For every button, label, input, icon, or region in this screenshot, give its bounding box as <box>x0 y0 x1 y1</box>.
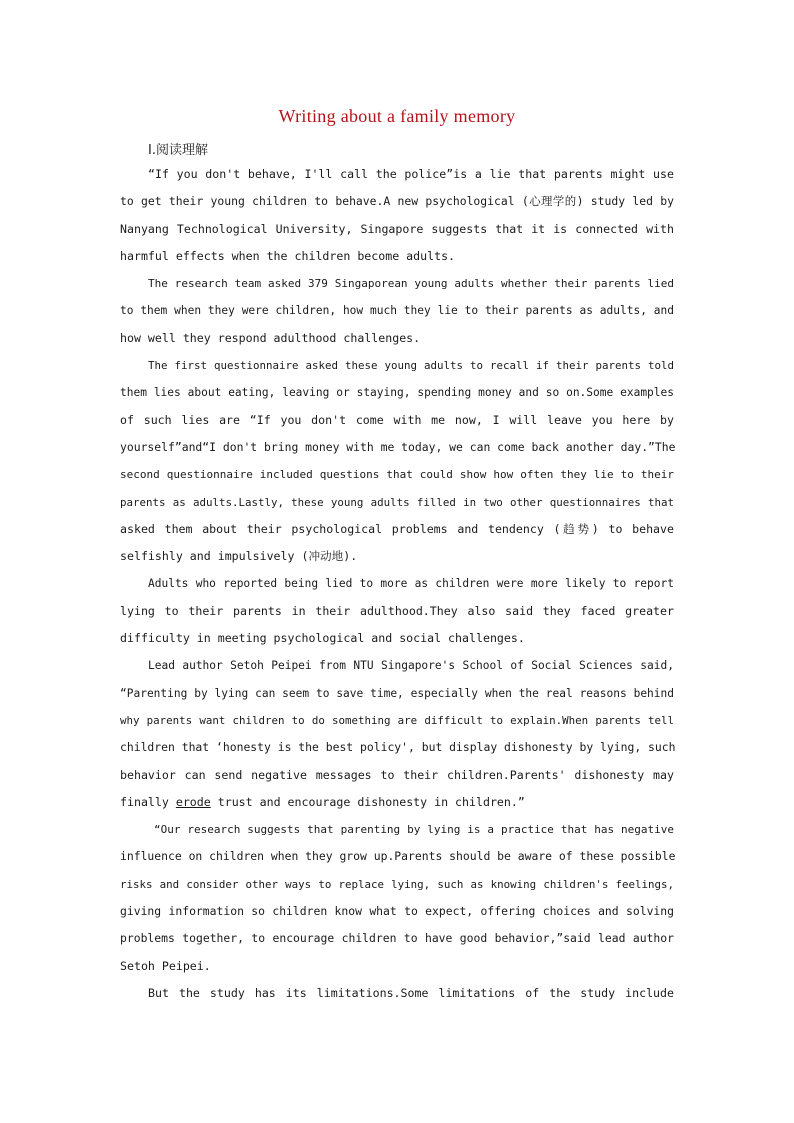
text-line: behavior can send negative messages to their children.Parents' dishonesty may <box>120 767 674 782</box>
text-line: Lead author Setoh Peipei from NTU Singapore's School of Social Sciences said, <box>148 659 674 673</box>
text-line: influence on children when they grow up.Parents should be aware of these possible <box>120 849 676 864</box>
text-line: selfishly and impulsively (冲动地). <box>120 549 358 564</box>
text-line: “Our research suggests that parenting by lying is a practice that has negative <box>154 823 674 837</box>
text-line: risks and consider other ways to replace lying, such as knowing children's feelings, <box>120 877 674 891</box>
text-fragment: trust and encourage dishonesty in children.” <box>210 794 525 809</box>
text-line: “Parenting by lying can seem to save time, especially when the real reasons behind <box>120 686 674 700</box>
text-line: The research team asked 379 Singaporean young adults whether their parents lied <box>148 277 674 291</box>
text-line: how well they respond adulthood challenges. <box>120 330 421 345</box>
text-line: children that ‘honesty is the best policy', but display dishonesty by lying, such <box>120 740 676 755</box>
text-line: problems together, to encourage children to have good behavior,”said lead author <box>120 931 674 946</box>
text-line: Adults who reported being lied to more as children were more likely to report <box>148 577 674 591</box>
text-line: The first questionnaire asked these young adults to recall if their parents told <box>148 359 674 373</box>
text-line: to get their young children to behave.A new psychological (心理学的) study led by <box>120 194 674 209</box>
text-line: Setoh Peipei. <box>120 958 211 973</box>
article-body <box>120 161 674 1007</box>
text-line: lying to their parents in their adulthood.They also said they faced greater <box>120 603 674 618</box>
text-line: Nanyang Technological University, Singapore suggests that it is connected with <box>120 221 674 236</box>
text-line: asked them about their psychological problems and tendency (趋势) to behave <box>120 521 674 536</box>
text-line <box>120 789 674 816</box>
text-line: harmful effects when the children become adults. <box>120 248 456 263</box>
text-fragment: finally <box>120 794 176 809</box>
text-line: giving information so children know what to expect, offering choices and solving <box>120 904 674 919</box>
text-line: of such lies are “If you don't come with me now, I will leave you here by <box>120 412 674 427</box>
text-line: “If you don't behave, I'll call the police”is a lie that parents might use <box>148 167 674 181</box>
text-line: why parents want children to do something are difficult to explain.When parents tell <box>120 713 674 727</box>
section-heading: Ⅰ.阅读理解 <box>148 143 208 158</box>
text-line: yourself”and“I don't bring money with me today, we can come back another day.”The <box>120 439 676 454</box>
text-line: But the study has its limitations.Some limitations of the study include <box>148 985 674 1000</box>
underlined-word: erode <box>175 794 211 809</box>
text-line: difficulty in meeting psychological and social challenges. <box>120 631 525 646</box>
text-line: parents as adults.Lastly, these young adults filled in two other questionnaires that <box>120 495 674 509</box>
text-line: second questionnaire included questions that could show how often they lie to their <box>120 468 674 482</box>
page-title: Writing about a family memory <box>278 106 516 126</box>
text-line: them lies about eating, leaving or staying, spending money and so on.Some examples <box>120 386 674 400</box>
text-line: to them when they were children, how much they lie to their parents as adults, and <box>120 304 674 318</box>
